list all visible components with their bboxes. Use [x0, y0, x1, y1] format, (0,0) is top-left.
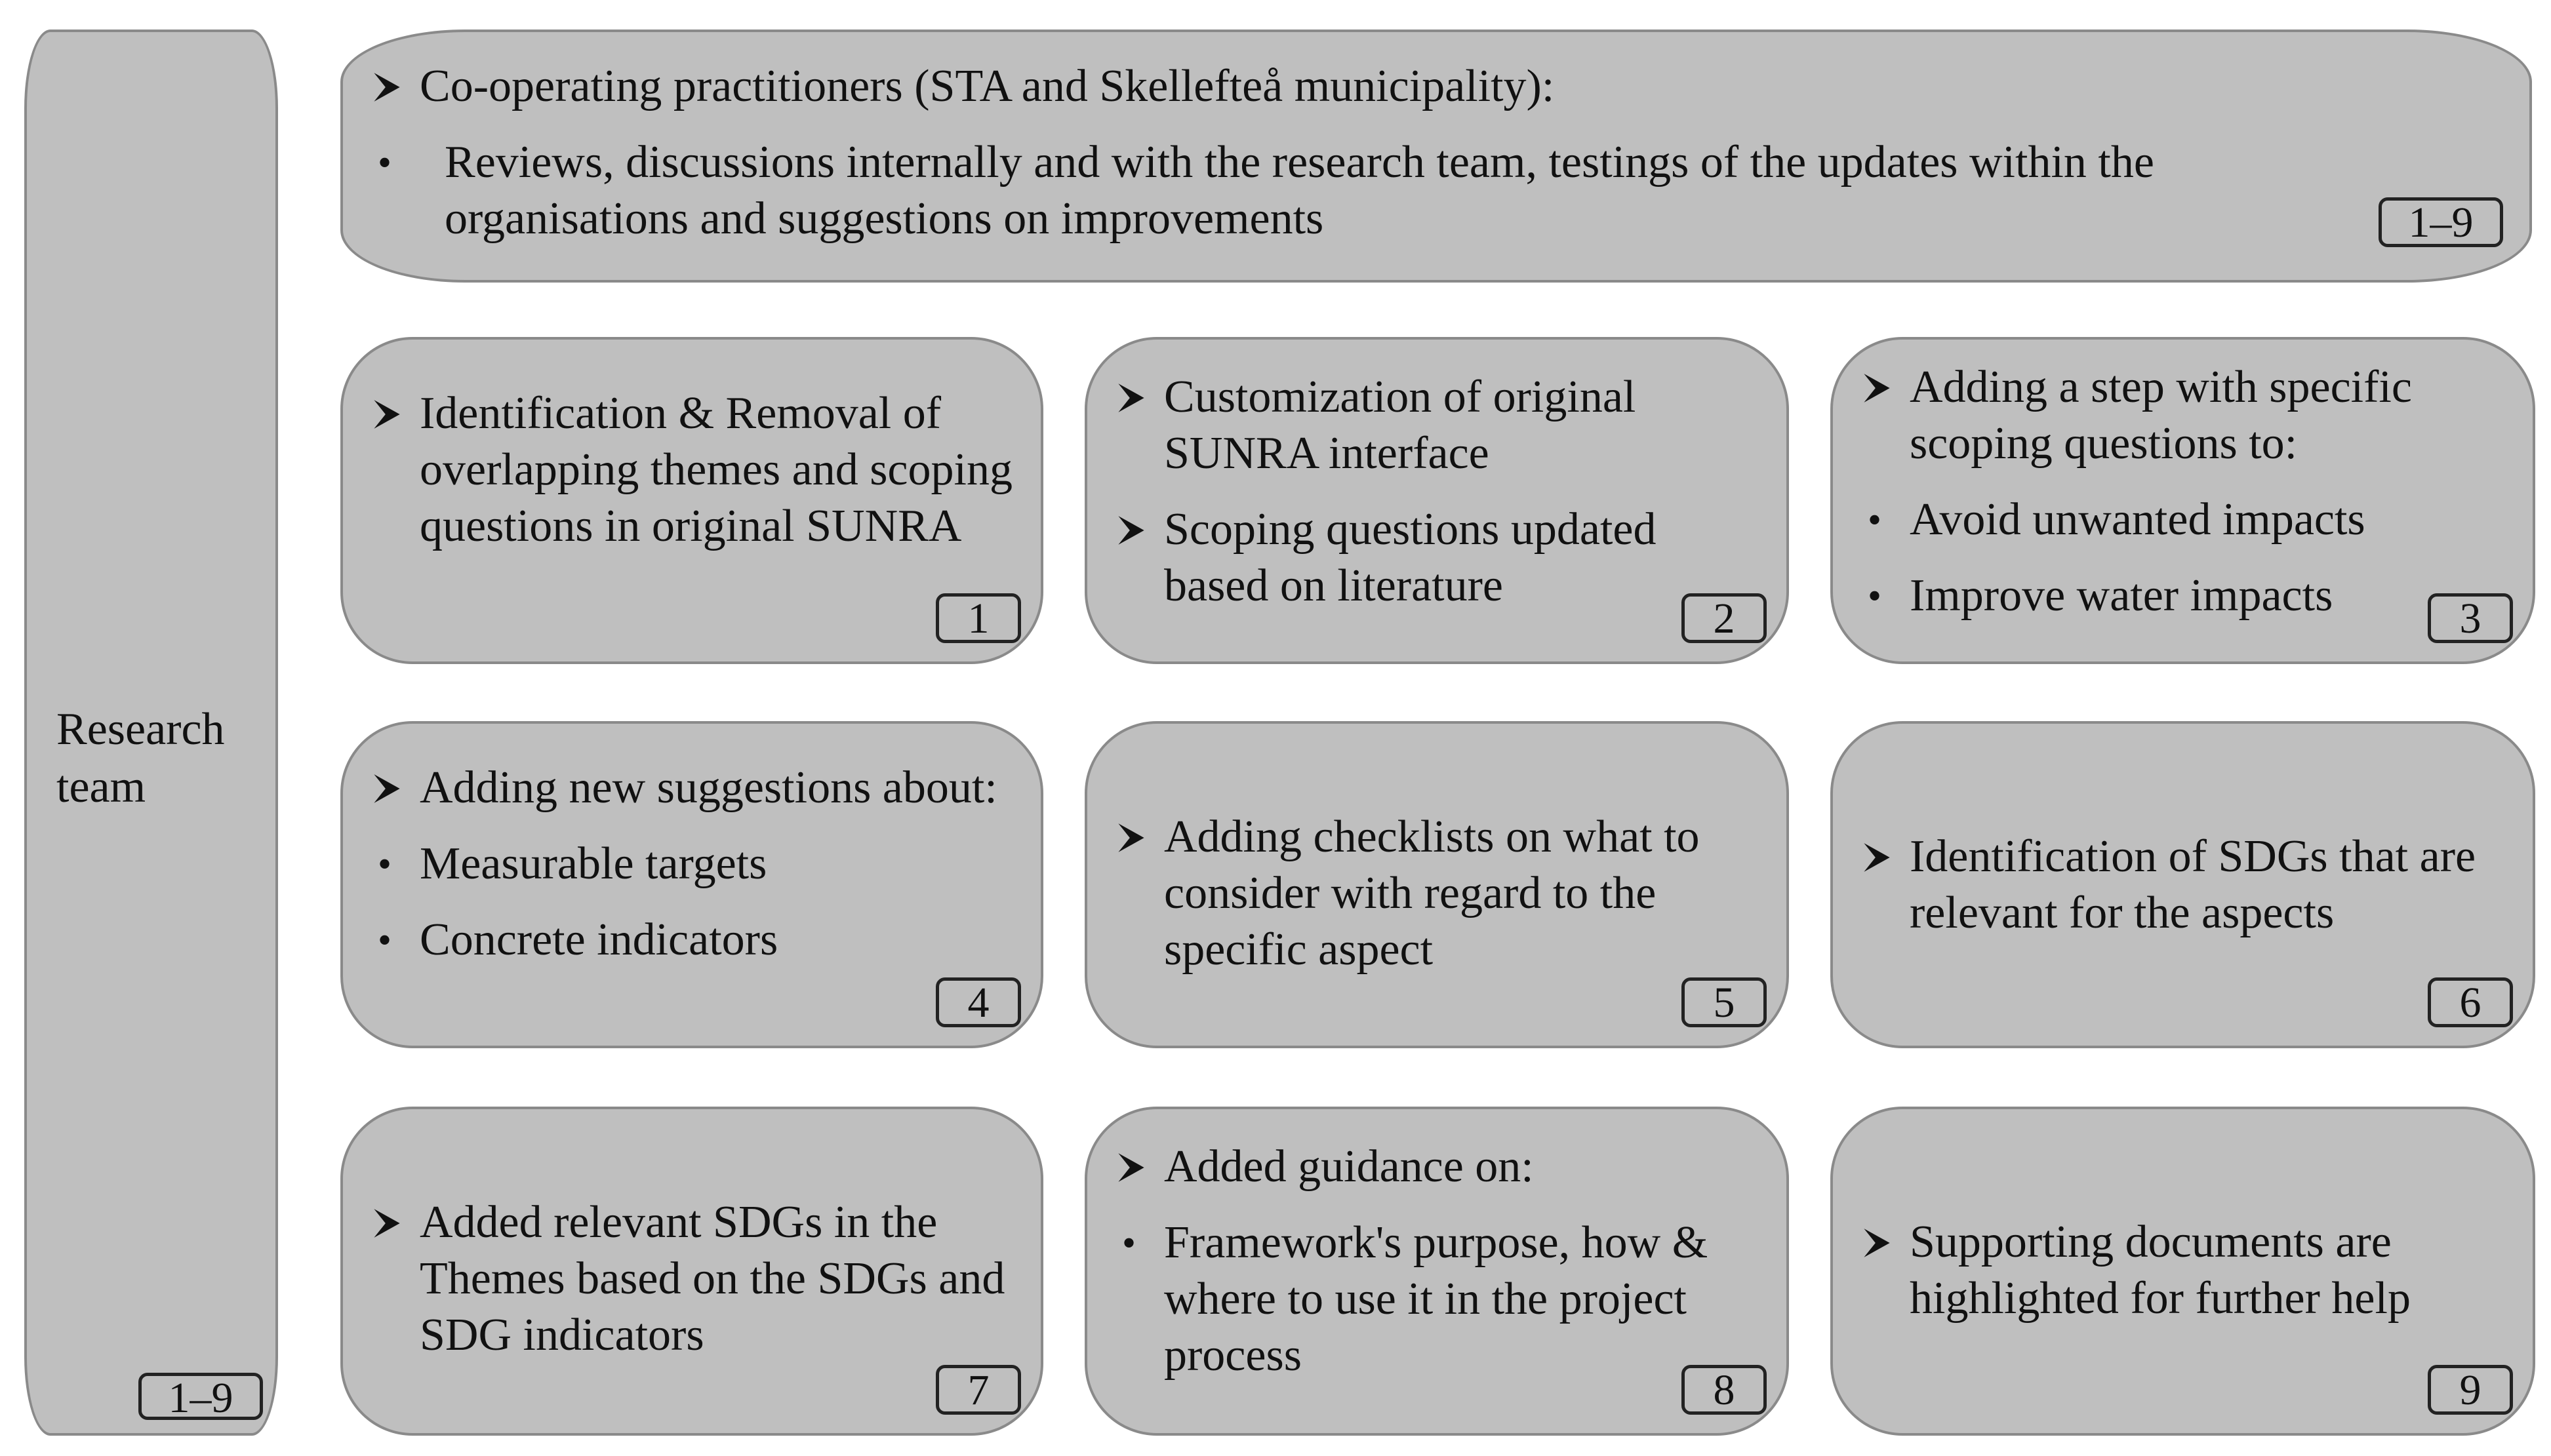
step-badge: 4	[936, 977, 1021, 1027]
research-team-panel	[24, 30, 278, 1436]
banner-heading-item	[372, 58, 2379, 115]
item-text: Framework's purpose, how & where to use it in the project process	[1164, 1217, 1708, 1381]
arrow-bullet-icon	[1117, 369, 1156, 427]
arrow-item	[372, 385, 1014, 555]
arrow-bullet-icon	[372, 1194, 412, 1253]
arrow-item	[372, 1194, 1014, 1364]
arrow-item	[1862, 1214, 2506, 1327]
practitioners-banner	[340, 30, 2532, 283]
arrow-item	[1117, 369, 1760, 482]
item-text: Concrete indicators	[420, 915, 778, 965]
item-text: Improve water impacts	[1910, 570, 2333, 621]
step-box-9	[1830, 1107, 2535, 1436]
item-text: Measurable targets	[420, 838, 767, 889]
arrow-item	[372, 760, 1014, 816]
step-box-3	[1830, 337, 2535, 664]
step-badge: 5	[1681, 977, 1767, 1027]
arrow-bullet-icon	[372, 760, 412, 818]
item-text: Avoid unwanted impacts	[1910, 494, 2365, 545]
bullet-item	[1862, 568, 2506, 624]
bullet-icon: •	[378, 141, 392, 184]
item-text: Customization of original SUNRA interface	[1164, 372, 1636, 479]
step-box-4	[340, 721, 1043, 1048]
step-badge: 1–9	[2379, 197, 2503, 247]
step-box-8	[1085, 1107, 1789, 1436]
label-line-1: Research	[56, 704, 225, 755]
item-text: Adding new suggestions about:	[420, 762, 997, 813]
banner-bullet-item	[372, 134, 2379, 247]
arrow-bullet-icon	[372, 385, 412, 444]
bullet-item	[1862, 492, 2506, 548]
arrow-bullet-icon	[1862, 359, 1902, 418]
step-badge: 7	[936, 1365, 1021, 1415]
item-text: Supporting documents are highlighted for further help	[1910, 1217, 2411, 1324]
arrow-bullet-icon	[1117, 809, 1156, 867]
item-text: Added guidance on:	[1164, 1141, 1534, 1192]
step-badge: 8	[1681, 1365, 1767, 1415]
step-badge: 2	[1681, 593, 1767, 643]
arrow-bullet-icon	[1117, 1139, 1156, 1197]
arrow-bullet-icon	[1117, 502, 1156, 560]
bullet-item	[372, 912, 1014, 968]
step-box-2	[1085, 337, 1789, 664]
step-badge: 9	[2428, 1365, 2513, 1415]
step-box-5	[1085, 721, 1789, 1048]
research-team-label	[56, 701, 225, 816]
item-text: Adding a step with specific scoping questions to:	[1910, 362, 2412, 469]
bullet-icon: •	[1868, 574, 1882, 618]
step-box-6	[1830, 721, 2535, 1048]
step-badge: 6	[2428, 977, 2513, 1027]
item-text: Identification of SDGs that are relevant for the aspects	[1910, 831, 2476, 938]
item-text: Scoping questions updated based on literature	[1164, 504, 1657, 611]
step-badge: 3	[2428, 593, 2513, 643]
arrow-bullet-icon	[372, 58, 412, 117]
item-text: Identification & Removal of overlapping themes and scoping questions in original SUNRA	[420, 388, 1013, 551]
bullet-icon: •	[378, 918, 392, 962]
step-box-7	[340, 1107, 1043, 1436]
bullet-icon: •	[1122, 1221, 1136, 1265]
arrow-item	[1862, 829, 2506, 941]
banner-bullet-text: Reviews, discussions internally and with the research team, testings of the updates within the organisations and suggestions on improvements	[445, 137, 2154, 244]
item-text: Added relevant SDGs in the Themes based on the SDGs and SDG indicators	[420, 1197, 1005, 1360]
arrow-item	[1117, 1139, 1760, 1195]
bullet-icon: •	[1868, 498, 1882, 541]
item-text: Adding checklists on what to consider with regard to the specific aspect	[1164, 812, 1700, 975]
banner-heading: Co-operating practitioners (STA and Skellefteå municipality):	[420, 61, 1555, 111]
step-badge: 1	[936, 593, 1021, 643]
step-box-1	[340, 337, 1043, 664]
arrow-bullet-icon	[1862, 1214, 1902, 1272]
arrow-item	[1862, 359, 2506, 472]
bullet-item	[372, 836, 1014, 892]
arrow-bullet-icon	[1862, 829, 1902, 887]
bullet-item	[1117, 1215, 1760, 1384]
label-line-2: team	[56, 762, 146, 812]
arrow-item	[1117, 502, 1760, 614]
arrow-item	[1117, 809, 1760, 978]
step-badge: 1–9	[138, 1373, 263, 1420]
bullet-icon: •	[378, 842, 392, 886]
